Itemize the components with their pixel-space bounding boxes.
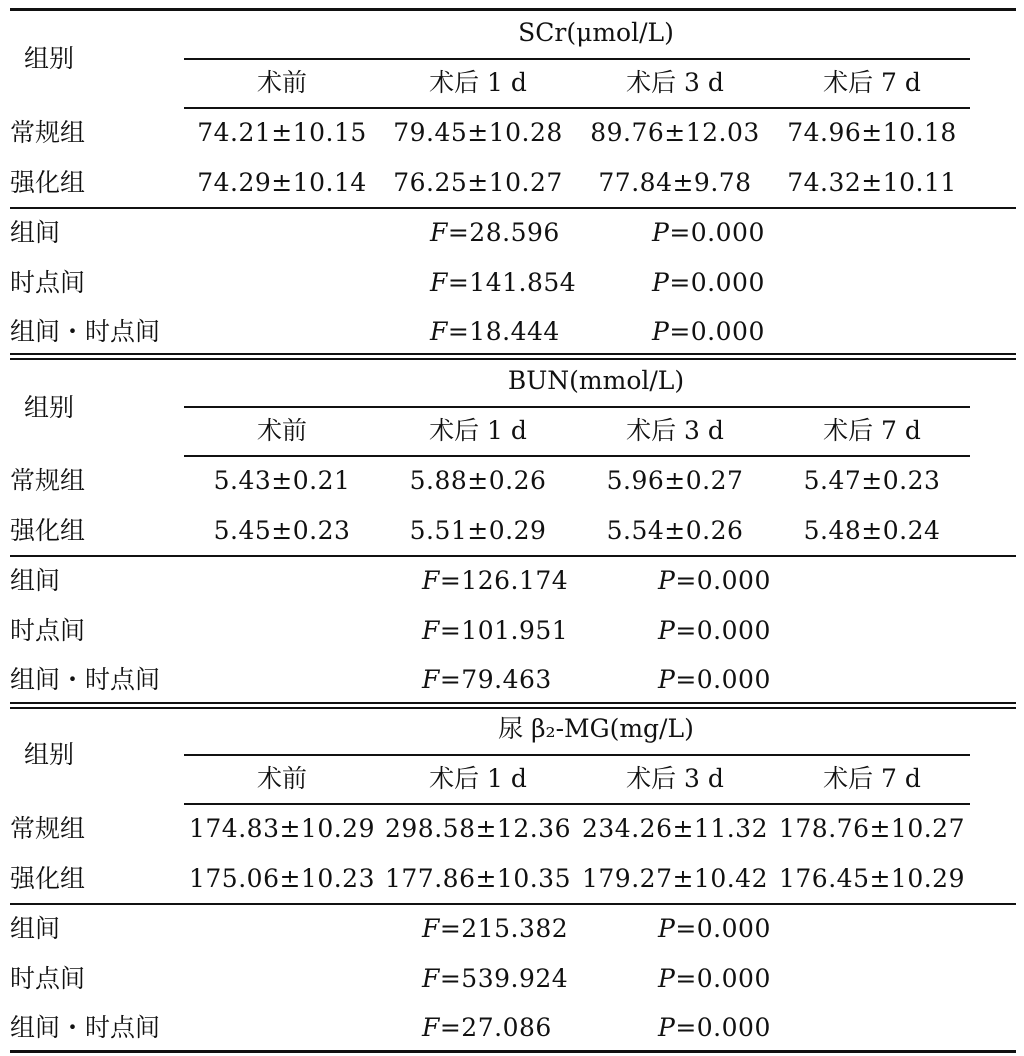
f-statistic: F=126.174 — [422, 566, 569, 595]
cell-value: 5.47±0.23 — [803, 466, 941, 495]
p-value: P=0.000 — [658, 616, 771, 645]
cell-value: 5.54±0.26 — [606, 516, 744, 545]
col-header-post7d: 术后 7 d — [823, 764, 921, 793]
cell-value: 174.83±10.29 — [189, 814, 375, 843]
stat-label-between-group: 组间 — [10, 566, 61, 595]
group-header: 组别 — [24, 393, 75, 422]
section-divider — [10, 358, 1016, 360]
row-label-conventional: 常规组 — [10, 814, 86, 843]
f-statistic: F=101.951 — [422, 616, 569, 645]
group-header: 组别 — [24, 44, 75, 73]
stat-label-timepoint: 时点间 — [10, 268, 86, 297]
cell-value: 298.58±12.36 — [385, 814, 571, 843]
header-bottom-rule — [184, 803, 970, 805]
f-statistic: F=28.596 — [430, 218, 560, 247]
col-header-pre: 术前 — [256, 764, 308, 793]
row-label-intensive: 强化组 — [10, 864, 86, 893]
stat-label-between-group: 组间 — [10, 914, 61, 943]
p-value: P=0.000 — [658, 566, 771, 595]
data-bottom-rule — [10, 555, 1016, 557]
cell-value: 176.45±10.29 — [779, 864, 965, 893]
header-bottom-rule — [184, 455, 970, 457]
p-value: P=0.000 — [658, 1013, 771, 1042]
col-header-post1d: 术后 1 d — [429, 68, 527, 97]
f-statistic: F=18.444 — [430, 317, 560, 346]
data-bottom-rule — [10, 207, 1016, 209]
stat-label-timepoint: 时点间 — [10, 964, 86, 993]
f-statistic: F=141.854 — [430, 268, 577, 297]
cell-value: 234.26±11.32 — [582, 814, 768, 843]
cell-value: 89.76±12.03 — [590, 118, 760, 147]
header-subrule — [184, 406, 970, 408]
p-value: P=0.000 — [658, 665, 771, 694]
cell-value: 5.96±0.27 — [606, 466, 744, 495]
cell-value: 79.45±10.28 — [393, 118, 563, 147]
f-statistic: F=539.924 — [422, 964, 569, 993]
p-value: P=0.000 — [658, 914, 771, 943]
section-title-scr: SCr(μmol/L) — [518, 18, 674, 47]
group-header: 组别 — [24, 740, 75, 769]
cell-value: 77.84±9.78 — [598, 168, 752, 197]
cell-value: 178.76±10.27 — [779, 814, 965, 843]
cell-value: 74.21±10.15 — [197, 118, 367, 147]
f-statistic: F=79.463 — [422, 665, 552, 694]
col-header-post7d: 术后 7 d — [823, 68, 921, 97]
section-divider — [10, 702, 1016, 704]
col-header-post1d: 术后 1 d — [429, 764, 527, 793]
p-value: P=0.000 — [652, 218, 765, 247]
stat-label-interaction: 组间・时点间 — [10, 1013, 161, 1042]
row-label-intensive: 强化组 — [10, 516, 86, 545]
section-title-bun: BUN(mmol/L) — [507, 366, 685, 395]
row-label-conventional: 常规组 — [10, 118, 86, 147]
p-value: P=0.000 — [658, 964, 771, 993]
section-title-b2mg: 尿 β₂-MG(mg/L) — [498, 714, 694, 743]
col-header-pre: 术前 — [256, 68, 308, 97]
col-header-post7d: 术后 7 d — [823, 416, 921, 445]
stat-label-interaction: 组间・时点间 — [10, 665, 161, 694]
row-label-conventional: 常规组 — [10, 466, 86, 495]
cell-value: 74.29±10.14 — [197, 168, 367, 197]
cell-value: 76.25±10.27 — [393, 168, 563, 197]
col-header-pre: 术前 — [256, 416, 308, 445]
stat-label-between-group: 组间 — [10, 218, 61, 247]
col-header-post3d: 术后 3 d — [626, 416, 724, 445]
header-bottom-rule — [184, 107, 970, 109]
data-bottom-rule — [10, 903, 1016, 905]
table-bottom-rule — [10, 1050, 1016, 1053]
col-header-post3d: 术后 3 d — [626, 764, 724, 793]
header-subrule — [184, 58, 970, 60]
f-statistic: F=27.086 — [422, 1013, 552, 1042]
f-statistic: F=215.382 — [422, 914, 569, 943]
header-subrule — [184, 754, 970, 756]
table-top-rule — [10, 8, 1016, 11]
row-label-intensive: 强化组 — [10, 168, 86, 197]
p-value: P=0.000 — [652, 268, 765, 297]
cell-value: 5.88±0.26 — [409, 466, 547, 495]
cell-value: 179.27±10.42 — [582, 864, 768, 893]
col-header-post1d: 术后 1 d — [429, 416, 527, 445]
cell-value: 5.45±0.23 — [213, 516, 351, 545]
stat-label-timepoint: 时点间 — [10, 616, 86, 645]
stat-label-interaction: 组间・时点间 — [10, 317, 161, 346]
section-divider — [10, 707, 1016, 709]
cell-value: 74.96±10.18 — [787, 118, 957, 147]
col-header-post3d: 术后 3 d — [626, 68, 724, 97]
cell-value: 5.51±0.29 — [409, 516, 547, 545]
section-divider — [10, 353, 1016, 355]
cell-value: 177.86±10.35 — [385, 864, 571, 893]
p-value: P=0.000 — [652, 317, 765, 346]
cell-value: 5.43±0.21 — [213, 466, 351, 495]
cell-value: 5.48±0.24 — [803, 516, 941, 545]
cell-value: 175.06±10.23 — [189, 864, 375, 893]
cell-value: 74.32±10.11 — [787, 168, 957, 197]
